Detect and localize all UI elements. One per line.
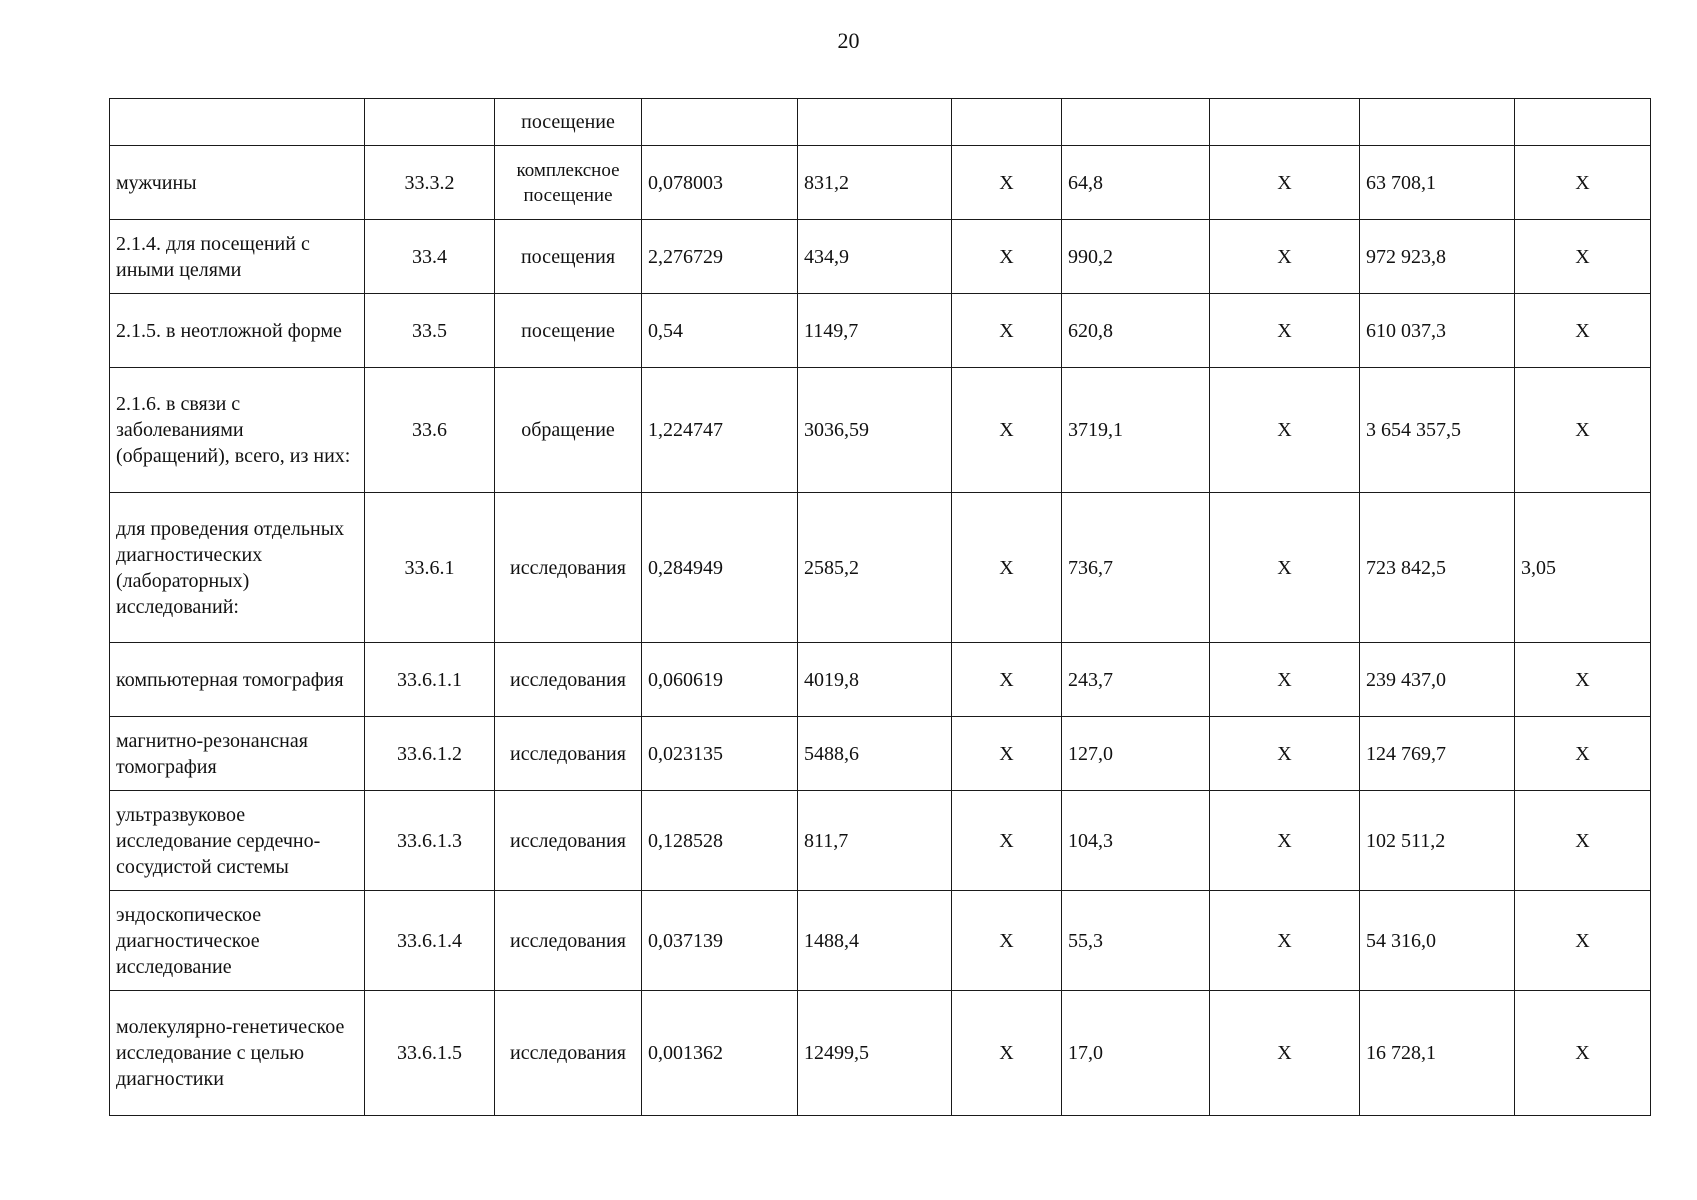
cell-c7: 620,8 (1062, 294, 1210, 368)
cell-c9: 102 511,2 (1360, 791, 1515, 891)
cell-c4: 0,128528 (642, 791, 798, 891)
cell-name: 2.1.6. в связи с заболеваниями (обращений), всего, из них: (110, 368, 365, 493)
cell-code (365, 99, 495, 146)
cell-c7 (1062, 99, 1210, 146)
cell-c5: 4019,8 (798, 643, 952, 717)
cell-c7: 104,3 (1062, 791, 1210, 891)
table-row (110, 294, 1651, 368)
cell-c4: 2,276729 (642, 220, 798, 294)
cell-c8: X (1210, 717, 1360, 791)
cell-name (110, 99, 365, 146)
cell-name: 2.1.5. в неотложной форме (110, 294, 365, 368)
cell-unit: исследования (495, 791, 642, 891)
cell-code: 33.6.1.1 (365, 643, 495, 717)
cell-c4: 0,023135 (642, 717, 798, 791)
cell-c5: 811,7 (798, 791, 952, 891)
cell-c9 (1360, 99, 1515, 146)
table-row (110, 146, 1651, 220)
cell-c9: 124 769,7 (1360, 717, 1515, 791)
cell-c8: X (1210, 891, 1360, 991)
cell-code: 33.6.1.2 (365, 717, 495, 791)
table-row (110, 493, 1651, 643)
cell-c6: X (952, 493, 1062, 643)
cell-c8: X (1210, 991, 1360, 1116)
cell-name: молекулярно-генетическое исследование с целью диагностики (110, 991, 365, 1116)
cell-c7: 127,0 (1062, 717, 1210, 791)
cell-c8: X (1210, 643, 1360, 717)
cell-name: мужчины (110, 146, 365, 220)
cell-c9: 610 037,3 (1360, 294, 1515, 368)
cell-c4: 0,54 (642, 294, 798, 368)
cell-c4: 0,037139 (642, 891, 798, 991)
cell-c4: 0,001362 (642, 991, 798, 1116)
cell-c9: 3 654 357,5 (1360, 368, 1515, 493)
cell-c7: 17,0 (1062, 991, 1210, 1116)
cell-c8: X (1210, 368, 1360, 493)
cell-code: 33.6.1.3 (365, 791, 495, 891)
table-row (110, 791, 1651, 891)
cell-code: 33.6.1.4 (365, 891, 495, 991)
cell-c5: 1488,4 (798, 891, 952, 991)
table-row (110, 368, 1651, 493)
cell-code: 33.6 (365, 368, 495, 493)
cell-code: 33.6.1.5 (365, 991, 495, 1116)
cell-c6: X (952, 891, 1062, 991)
cell-c5: 12499,5 (798, 991, 952, 1116)
cell-name: магнитно-резонансная томография (110, 717, 365, 791)
cell-c4 (642, 99, 798, 146)
cell-c5 (798, 99, 952, 146)
cell-unit: посещения (495, 220, 642, 294)
cell-unit: исследования (495, 991, 642, 1116)
cell-c9: 63 708,1 (1360, 146, 1515, 220)
cell-c10: X (1515, 146, 1651, 220)
table-row (110, 717, 1651, 791)
cell-c6: X (952, 146, 1062, 220)
cell-c9: 972 923,8 (1360, 220, 1515, 294)
data-table (109, 98, 1651, 1116)
cell-c5: 434,9 (798, 220, 952, 294)
table-row (110, 643, 1651, 717)
cell-code: 33.3.2 (365, 146, 495, 220)
cell-c10: X (1515, 991, 1651, 1116)
cell-c5: 2585,2 (798, 493, 952, 643)
cell-c5: 831,2 (798, 146, 952, 220)
cell-c4: 0,284949 (642, 493, 798, 643)
cell-c9: 16 728,1 (1360, 991, 1515, 1116)
cell-c7: 243,7 (1062, 643, 1210, 717)
cell-code: 33.5 (365, 294, 495, 368)
cell-c6: X (952, 294, 1062, 368)
cell-c7: 55,3 (1062, 891, 1210, 991)
cell-c7: 64,8 (1062, 146, 1210, 220)
cell-c8: X (1210, 294, 1360, 368)
table-row (110, 891, 1651, 991)
cell-c6: X (952, 717, 1062, 791)
cell-name: ультразвуковое исследование сердечно-сосудистой системы (110, 791, 365, 891)
cell-unit: обращение (495, 368, 642, 493)
cell-c6: X (952, 368, 1062, 493)
cell-c9: 723 842,5 (1360, 493, 1515, 643)
cell-unit: посещение (495, 294, 642, 368)
cell-c4: 1,224747 (642, 368, 798, 493)
table-row (110, 99, 1651, 146)
cell-c6: X (952, 220, 1062, 294)
cell-unit: комплексное посещение (495, 146, 642, 220)
cell-c10 (1515, 99, 1651, 146)
cell-c8: X (1210, 791, 1360, 891)
cell-name: эндоскопическое диагностическое исследование (110, 891, 365, 991)
cell-c8: X (1210, 220, 1360, 294)
cell-c10: X (1515, 294, 1651, 368)
cell-unit: исследования (495, 643, 642, 717)
table-row (110, 991, 1651, 1116)
cell-name: компьютерная томография (110, 643, 365, 717)
cell-unit: посещение (495, 99, 642, 146)
cell-c10: X (1515, 717, 1651, 791)
cell-c9: 239 437,0 (1360, 643, 1515, 717)
cell-c5: 1149,7 (798, 294, 952, 368)
cell-c8: X (1210, 146, 1360, 220)
cell-c6: X (952, 991, 1062, 1116)
cell-c8 (1210, 99, 1360, 146)
page-number: 20 (837, 28, 860, 53)
cell-c7: 3719,1 (1062, 368, 1210, 493)
cell-c9: 54 316,0 (1360, 891, 1515, 991)
cell-c6: X (952, 643, 1062, 717)
cell-code: 33.6.1 (365, 493, 495, 643)
cell-c7: 736,7 (1062, 493, 1210, 643)
cell-unit: исследования (495, 717, 642, 791)
cell-c4: 0,078003 (642, 146, 798, 220)
table-row (110, 220, 1651, 294)
cell-c10: X (1515, 791, 1651, 891)
cell-c4: 0,060619 (642, 643, 798, 717)
cell-c8: X (1210, 493, 1360, 643)
cell-c10: 3,05 (1515, 493, 1651, 643)
cell-name: для проведения отдельных диагностических (лабораторных) исследований: (110, 493, 365, 643)
cell-c7: 990,2 (1062, 220, 1210, 294)
cell-c5: 5488,6 (798, 717, 952, 791)
cell-unit: исследования (495, 493, 642, 643)
cell-c6: X (952, 791, 1062, 891)
cell-c10: X (1515, 368, 1651, 493)
cell-c10: X (1515, 220, 1651, 294)
cell-c10: X (1515, 891, 1651, 991)
cell-code: 33.4 (365, 220, 495, 294)
cell-c5: 3036,59 (798, 368, 952, 493)
cell-unit: исследования (495, 891, 642, 991)
cell-c10: X (1515, 643, 1651, 717)
cell-name: 2.1.4. для посещений с иными целями (110, 220, 365, 294)
cell-c6 (952, 99, 1062, 146)
